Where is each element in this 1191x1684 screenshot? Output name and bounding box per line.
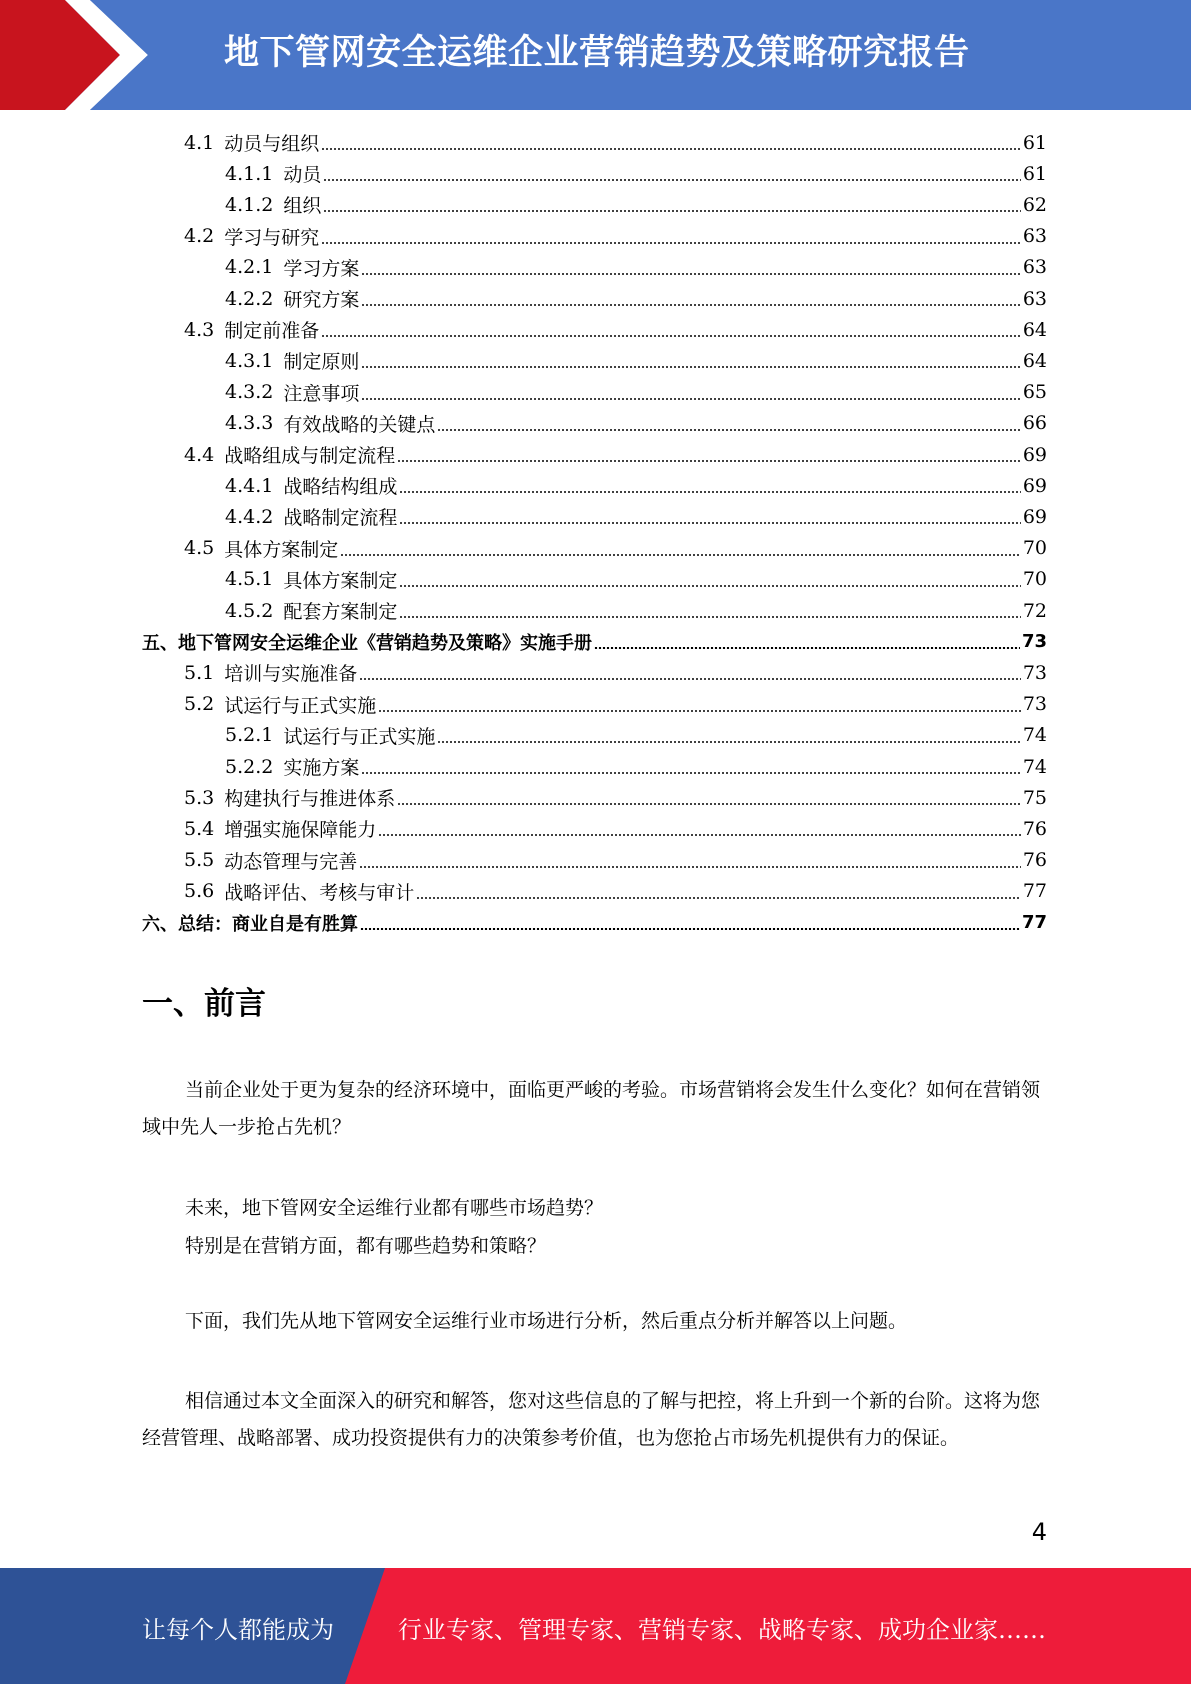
toc-entry-page: 63 bbox=[1022, 225, 1047, 248]
toc-entry[interactable] bbox=[184, 439, 1047, 470]
paragraph: 当前企业处于更为复杂的经济环境中，面临更严峻的考验。市场营销将会发生什么变化？如何在营销领域中先人一步抢占先机？ bbox=[142, 1079, 1041, 1138]
toc-entry-number: 4.5.1 bbox=[225, 568, 274, 591]
toc-entry-page: 73 bbox=[1022, 693, 1047, 716]
toc-entry-page: 63 bbox=[1022, 287, 1047, 310]
toc-entry-page: 69 bbox=[1022, 505, 1047, 528]
toc-entry[interactable] bbox=[184, 782, 1047, 813]
toc-entry-label: 动员 bbox=[283, 164, 322, 187]
toc-entry[interactable] bbox=[225, 595, 1047, 626]
toc-dot-leader bbox=[437, 741, 1020, 743]
toc-dot-leader bbox=[397, 803, 1021, 805]
toc-entry-label: 学习方案 bbox=[283, 257, 360, 280]
toc-entry-number: 5.3 bbox=[184, 786, 215, 809]
toc-entry-page: 69 bbox=[1022, 474, 1047, 497]
toc-entry-number: 4.1.1 bbox=[225, 162, 274, 185]
page-header bbox=[0, 0, 1191, 110]
toc-entry-number: 4.2.2 bbox=[225, 287, 274, 310]
toc-entry-label: 增强实施保障能力 bbox=[224, 819, 377, 842]
toc-entry[interactable] bbox=[184, 813, 1047, 844]
toc-entry-number: 4.5 bbox=[184, 537, 215, 560]
toc-dot-leader bbox=[594, 647, 1020, 649]
toc-entry-page: 64 bbox=[1022, 318, 1047, 341]
toc-entry[interactable] bbox=[225, 252, 1047, 283]
paragraph: 下面，我们先从地下管网安全运维行业市场进行分析，然后重点分析并解答以上问题。 bbox=[185, 1310, 908, 1332]
toc-dot-leader bbox=[323, 210, 1020, 212]
toc-entry-number: 4.4.1 bbox=[225, 474, 274, 497]
toc-entry-label: 培训与实施准备 bbox=[224, 663, 358, 686]
toc-entry-page: 69 bbox=[1022, 443, 1047, 466]
toc-entry-label: 学习与研究 bbox=[224, 226, 320, 249]
toc-dot-leader bbox=[361, 304, 1020, 306]
toc-entry[interactable] bbox=[184, 221, 1047, 252]
toc-entry[interactable] bbox=[184, 127, 1047, 158]
toc-entry-number: 4.1 bbox=[184, 131, 215, 154]
toc-entry[interactable] bbox=[142, 626, 1047, 657]
toc-dot-leader bbox=[360, 928, 1020, 930]
toc-entry[interactable] bbox=[184, 657, 1047, 688]
toc-dot-leader bbox=[361, 398, 1020, 400]
toc-entry-page: 61 bbox=[1022, 162, 1047, 185]
toc-entry-page: 70 bbox=[1022, 568, 1047, 591]
toc-entry[interactable] bbox=[225, 408, 1047, 439]
toc-entry-page: 72 bbox=[1022, 599, 1047, 622]
toc-entry[interactable] bbox=[225, 564, 1047, 595]
toc-entry[interactable] bbox=[142, 907, 1047, 938]
toc-entry[interactable] bbox=[225, 158, 1047, 189]
toc-entry-number: 4.3.1 bbox=[225, 349, 274, 372]
footer-slogan-right: 行业专家、管理专家、营销专家、战略专家、成功企业家…… bbox=[398, 1616, 1046, 1644]
toc-entry-label: 组织 bbox=[283, 195, 322, 218]
toc-entry-label: 动态管理与完善 bbox=[224, 850, 358, 873]
toc-entry-page: 77 bbox=[1022, 880, 1047, 903]
toc-entry-number: 4.3.2 bbox=[225, 381, 274, 404]
toc-dot-leader bbox=[321, 148, 1021, 150]
toc-entry-label: 试运行与正式实施 bbox=[224, 694, 377, 717]
toc-dot-leader bbox=[340, 554, 1021, 556]
toc-entry-label: 具体方案制定 bbox=[224, 538, 339, 561]
toc-entry[interactable] bbox=[184, 689, 1047, 720]
toc-entry[interactable] bbox=[184, 876, 1047, 907]
toc-entry[interactable] bbox=[225, 501, 1047, 532]
toc-entry-label: 试运行与正式实施 bbox=[283, 725, 436, 748]
toc-entry[interactable] bbox=[225, 751, 1047, 782]
toc-entry[interactable] bbox=[225, 283, 1047, 314]
toc-entry-label: 具体方案制定 bbox=[283, 569, 398, 592]
toc-entry-page: 65 bbox=[1022, 381, 1047, 404]
toc-dot-leader bbox=[399, 616, 1020, 618]
toc-entry-label: 动员与组织 bbox=[224, 133, 320, 155]
toc-entry-label: 注意事项 bbox=[283, 382, 360, 405]
toc-entry[interactable] bbox=[225, 720, 1047, 751]
toc-entry[interactable] bbox=[184, 533, 1047, 564]
toc-entry-page: 74 bbox=[1022, 755, 1047, 778]
toc-entry-number: 4.3 bbox=[184, 318, 215, 341]
toc-entry-label: 有效战略的关键点 bbox=[283, 413, 436, 436]
toc-entry-label: 战略组成与制定流程 bbox=[224, 445, 396, 467]
toc-entry-label: 制定前准备 bbox=[224, 320, 320, 343]
toc-dot-leader bbox=[361, 772, 1020, 774]
toc-entry-number: 5.1 bbox=[184, 661, 215, 684]
toc-entry-page: 70 bbox=[1022, 537, 1047, 560]
toc-entry-page: 73 bbox=[1021, 631, 1047, 653]
page-footer bbox=[0, 1568, 1191, 1684]
toc-dot-leader bbox=[361, 366, 1020, 368]
toc-entry-number: 4.1.2 bbox=[225, 193, 274, 216]
toc-entry-label: 六、总结：商业自是有胜算 bbox=[142, 913, 358, 935]
toc-entry-page: 77 bbox=[1021, 912, 1047, 933]
toc-entry-number: 5.2.2 bbox=[225, 755, 274, 778]
toc-dot-leader bbox=[321, 242, 1021, 244]
toc-entry-number: 4.4.2 bbox=[225, 505, 274, 528]
toc-entry[interactable] bbox=[225, 470, 1047, 501]
toc-entry[interactable] bbox=[225, 377, 1047, 408]
toc-entry-label: 战略制定流程 bbox=[283, 507, 398, 530]
toc-entry[interactable] bbox=[225, 189, 1047, 220]
toc-entry-label: 五、地下管网安全运维企业《营销趋势及策略》实施手册 bbox=[142, 632, 592, 654]
toc-dot-leader bbox=[359, 866, 1021, 868]
toc-entry-page: 73 bbox=[1022, 661, 1047, 684]
toc-dot-leader bbox=[399, 522, 1020, 524]
toc-entry-number: 5.6 bbox=[184, 880, 215, 903]
toc-entry-page: 76 bbox=[1022, 849, 1047, 872]
header-title: 地下管网安全运维企业营销趋势及策略研究报告 bbox=[224, 33, 970, 73]
toc-entry-page: 63 bbox=[1022, 256, 1047, 279]
paragraph: 相信通过本文全面深入的研究和解答，您对这些信息的了解与把控，将上升到一个新的台阶。这将为您经营管理、战略部署、成功投资提供有力的决策参考价值，也为您抢占市场先机提供有力的保证。 bbox=[142, 1390, 1041, 1449]
toc-entry-label: 构建执行与推进体系 bbox=[224, 788, 396, 811]
toc-entry-number: 4.2 bbox=[184, 225, 215, 248]
toc-dot-leader bbox=[378, 710, 1021, 712]
toc-entry-number: 5.4 bbox=[184, 817, 215, 840]
section-heading: 一、前言 bbox=[142, 986, 266, 1022]
toc-entry-number: 4.4 bbox=[184, 443, 215, 466]
toc-entry-page: 64 bbox=[1022, 349, 1047, 372]
toc-entry-label: 研究方案 bbox=[283, 289, 360, 311]
toc-entry[interactable] bbox=[184, 845, 1047, 876]
toc-entry-number: 5.5 bbox=[184, 849, 215, 872]
toc-entry-page: 76 bbox=[1022, 817, 1047, 840]
toc-dot-leader bbox=[399, 491, 1020, 493]
toc-entry-page: 74 bbox=[1022, 724, 1047, 747]
toc-entry-page: 66 bbox=[1022, 412, 1047, 435]
toc-entry-number: 4.5.2 bbox=[225, 599, 274, 622]
page-number: 4 bbox=[1031, 1518, 1047, 1546]
toc-dot-leader bbox=[437, 429, 1020, 431]
toc-entry-label: 战略结构组成 bbox=[283, 476, 398, 499]
toc-entry-label: 制定原则 bbox=[283, 351, 360, 374]
toc-entry-number: 4.3.3 bbox=[225, 412, 274, 435]
toc-dot-leader bbox=[397, 460, 1021, 462]
footer-slogan-left: 让每个人都能成为 bbox=[142, 1616, 334, 1644]
toc-entry-page: 61 bbox=[1022, 131, 1047, 154]
toc-entry[interactable] bbox=[225, 345, 1047, 376]
toc-dot-leader bbox=[321, 335, 1021, 337]
toc-entry-page: 75 bbox=[1022, 786, 1047, 809]
toc-dot-leader bbox=[378, 834, 1021, 836]
header-chevron-decoration bbox=[0, 0, 160, 110]
toc-entry[interactable] bbox=[184, 314, 1047, 345]
toc-entry-number: 5.2 bbox=[184, 693, 215, 716]
toc-dot-leader bbox=[361, 273, 1020, 275]
toc-dot-leader bbox=[399, 585, 1020, 587]
toc-entry-number: 5.2.1 bbox=[225, 724, 274, 747]
toc-entry-label: 实施方案 bbox=[283, 757, 360, 779]
toc-entry-label: 配套方案制定 bbox=[283, 601, 398, 623]
toc-entry-page: 62 bbox=[1022, 193, 1047, 216]
toc-entry-label: 战略评估、考核与审计 bbox=[224, 881, 415, 904]
toc-dot-leader bbox=[323, 179, 1020, 181]
toc-dot-leader bbox=[359, 678, 1021, 680]
toc-entry-number: 4.2.1 bbox=[225, 256, 274, 279]
toc-dot-leader bbox=[416, 897, 1021, 899]
paragraph: 未来，地下管网安全运维行业都有哪些市场趋势？ bbox=[185, 1197, 604, 1219]
paragraph: 特别是在营销方面，都有哪些趋势和策略？ bbox=[185, 1235, 547, 1257]
